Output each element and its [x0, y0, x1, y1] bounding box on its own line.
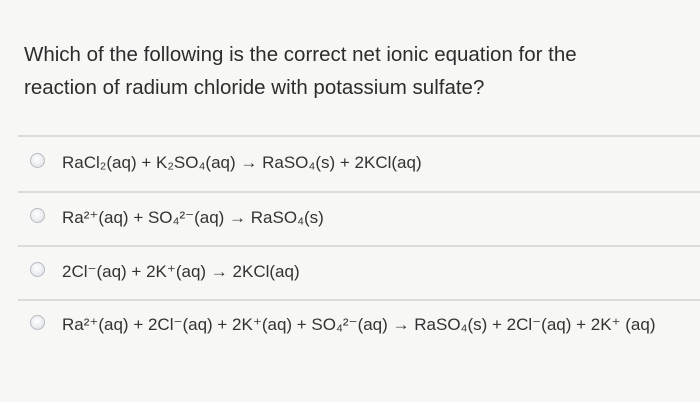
divider — [18, 245, 700, 247]
radio-button-3[interactable] — [30, 262, 45, 277]
radio-button-2[interactable] — [30, 208, 45, 223]
option-2[interactable] — [30, 205, 690, 231]
option-4-label: Ra²⁺(aq) + 2Cl⁻(aq) + 2K⁺(aq) + SO₄²⁻(aq) → RaSO₄(s) + 2Cl⁻(aq) + 2K⁺ (aq) — [62, 315, 656, 334]
option-4[interactable] — [30, 312, 690, 338]
option-1[interactable] — [30, 150, 690, 176]
option-1-label: RaCl₂(aq) + K₂SO₄(aq) → RaSO₄(s) + 2KCl(aq) — [62, 153, 422, 172]
question-line-2: reaction of radium chloride with potassium sulfate? — [24, 76, 485, 99]
divider — [18, 191, 700, 193]
option-3-label: 2Cl⁻(aq) + 2K⁺(aq) → 2KCl(aq) — [62, 262, 300, 281]
radio-button-1[interactable] — [30, 153, 45, 168]
divider — [18, 135, 700, 137]
question-text — [24, 38, 674, 104]
divider — [18, 299, 700, 301]
radio-button-4[interactable] — [30, 315, 45, 330]
option-2-label: Ra²⁺(aq) + SO₄²⁻(aq) → RaSO₄(s) — [62, 208, 324, 227]
question-line-1: Which of the following is the correct net ionic equation for the — [24, 43, 577, 66]
option-3[interactable] — [30, 259, 690, 285]
